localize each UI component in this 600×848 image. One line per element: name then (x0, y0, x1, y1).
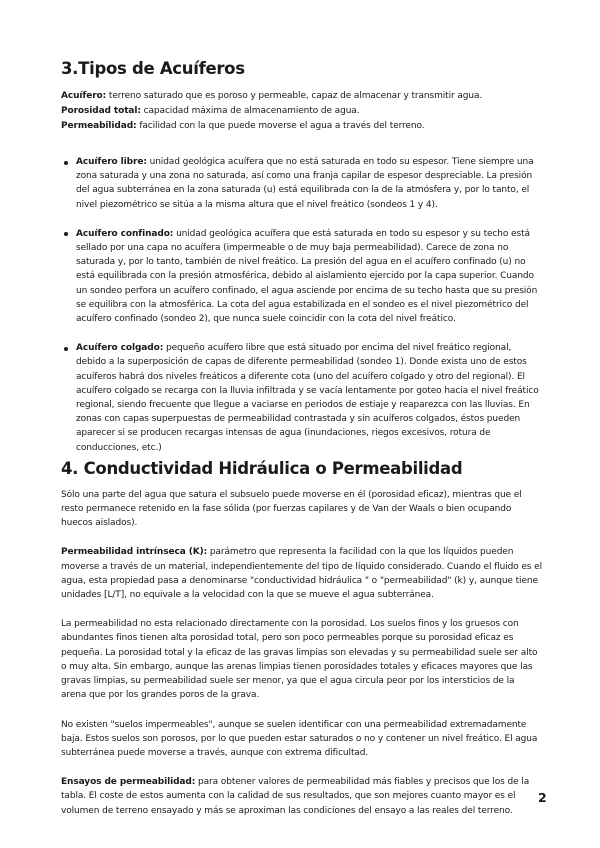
impermeable-soils-paragraph: No existen "suelos impermeables", aunque se suelen identificar con una permeabilidad extremadamente baja. Estos suelos son porosos, por lo que pueden estar saturados o no y contener un nivel freático. El agua subterránea puede moverse a través, aunque con extrema dificultad. (61, 719, 538, 758)
intro-paragraph: Sólo una parte del agua que satura el subsuelo puede moverse en él (porosidad eficaz), mientras que el resto permanece retenido en la fase sólida (por fuerzas capilares y de Van der Waals o bien ocupando huecos aislados). (61, 489, 522, 529)
bullet-term: Acuífero colgado: (76, 343, 164, 354)
bullet-text: unidad geológica acuífera que no está saturada en todo su espesor. Tiene siempre una zona saturada y una zona no saturada, así como una franja capilar de espesor despreciable. La presión del agua subterránea en la zona saturada (u) está equilibrada con la de la atmósfera y, por lo tanto, el nivel piezométrico se sitúa a la misma altura que el nivel freático (sondeos 1 y 4). (76, 157, 534, 210)
definition-total-porosity (61, 104, 542, 119)
intrinsic-permeability-term: Permeabilidad intrínseca (K): (61, 547, 208, 558)
definition-term: Acuífero: (61, 91, 107, 101)
intrinsic-permeability-paragraph (61, 545, 542, 602)
list-item-free-aquifer (61, 155, 542, 212)
bullet-term: Acuífero confinado: (76, 228, 174, 239)
document-page (61, 57, 542, 818)
bullet-term: Acuífero libre: (76, 157, 147, 167)
definition-term: Permeabilidad: (61, 121, 137, 131)
permeability-tests-term: Ensayos de permeabilidad: (61, 777, 196, 788)
list-item-perched-aquifer (61, 341, 542, 455)
porosity-paragraph: La permeabilidad no esta relacionado directamente con la porosidad. Los suelos finos y los gruesos con abundantes finos tienen alta porosidad total, pero son poco permeables porque su porosidad eficaz es pequeña. La porosidad total y la eficaz de las gravas limpias son elevadas y su permeabilidad suele ser alto o muy alta. Sin embargo, aunque las arenas limpias tienen porosidades totales y eficaces mayores que las gravas limpias, su permeabilidad suele ser menor, ya que el agua circula peor por los intersticios de la arena que por los grandes poros de la grava. (61, 619, 538, 701)
list-item-confined-aquifer (61, 227, 542, 326)
aquifer-types-list (61, 155, 542, 455)
definition-text: capacidad máxima de almacenamiento de agua. (140, 106, 360, 116)
definition-aquifer (61, 89, 542, 104)
definition-text: facilidad con la que puede moverse el agua a través del terreno. (136, 121, 425, 131)
definition-term: Porosidad total: (61, 106, 141, 116)
intrinsic-permeability-text: parámetro que representa la facilidad con la que los líquidos pueden moverse a través de un material, independientemente del tipo de líquido considerado. Cuando el fluido es el agua, esta propiedad pasa a denominarse "conductividad hidráulica " o "permeabilidad" (k) y, aunque tiene unidades [L/T], no equivale a la velocidad con la que se mueve el agua subterránea. (61, 547, 542, 601)
permeability-tests-paragraph (61, 775, 542, 818)
definitions-block (61, 89, 542, 134)
permeability-tests-text: para obtener valores de permeabilidad más fiables y precisos que los de la tabla. El coste de estos aumenta con la calidad de sus resultados, que son mejores cuanto mayor es el volumen de terreno ensayado y más se aproximan las condiciones del ensayo a las reales del terreno. (61, 777, 530, 816)
bullet-text: pequeño acuífero libre que está situado por encima del nivel freático regional, debido a la superposición de capas de diferente permeabilidad (sondeo 1). Donde exista uno de estos acuíferos habrá dos niveles freáticos a diferente cota (uno del acuífero colgado y otro del regional). El acuífero colgado se recarga con la lluvia infiltrada y se vacía lentamente por goteo hacia el nivel freático regional, siendo frecuente que llegue a vaciarse en periodos de estiaje y reaparezca con las lluvias. En zonas con capas superpuestas de permeabilidad contrastada y sin acuíferos colgados, éstos pueden aparecer si se producen recargas intensas de agua (inundaciones, riegos excesivos, rotura de conducciones, etc.) (76, 343, 539, 453)
definition-text: terreno saturado que es poroso y permeable, capaz de almacenar y transmitir agua. (106, 91, 483, 101)
definition-permeability (61, 119, 542, 134)
section-3-title: 3.Tipos de Acuíferos (61, 59, 245, 78)
section-4-title: 4. Conductividad Hidráulica o Permeabilidad (61, 458, 463, 478)
page-number: 2 (538, 790, 547, 805)
bullet-text: unidad geológica acuífera que está saturada en todo su espesor y su techo está sellado por una capa no acuífera (impermeable o de muy baja permeabilidad). Carece de zona no saturada y, por lo tanto, también de nivel freático. La presión del agua en el acuífero confinado (u) no está equilibrada con la presión atmosférica, debido al aislamiento ejercido por la capa superior. Cuando un sondeo perfora un acuífero confinado, el agua asciende por encima de su techo hasta que su presión se equilibra con la atmosférica. La cota del agua estabilizada en el sondeo es el nivel piezométrico del acuífero confinado (sondeo 2), que nunca suele coincidir con la cota del nivel freático. (76, 228, 538, 325)
